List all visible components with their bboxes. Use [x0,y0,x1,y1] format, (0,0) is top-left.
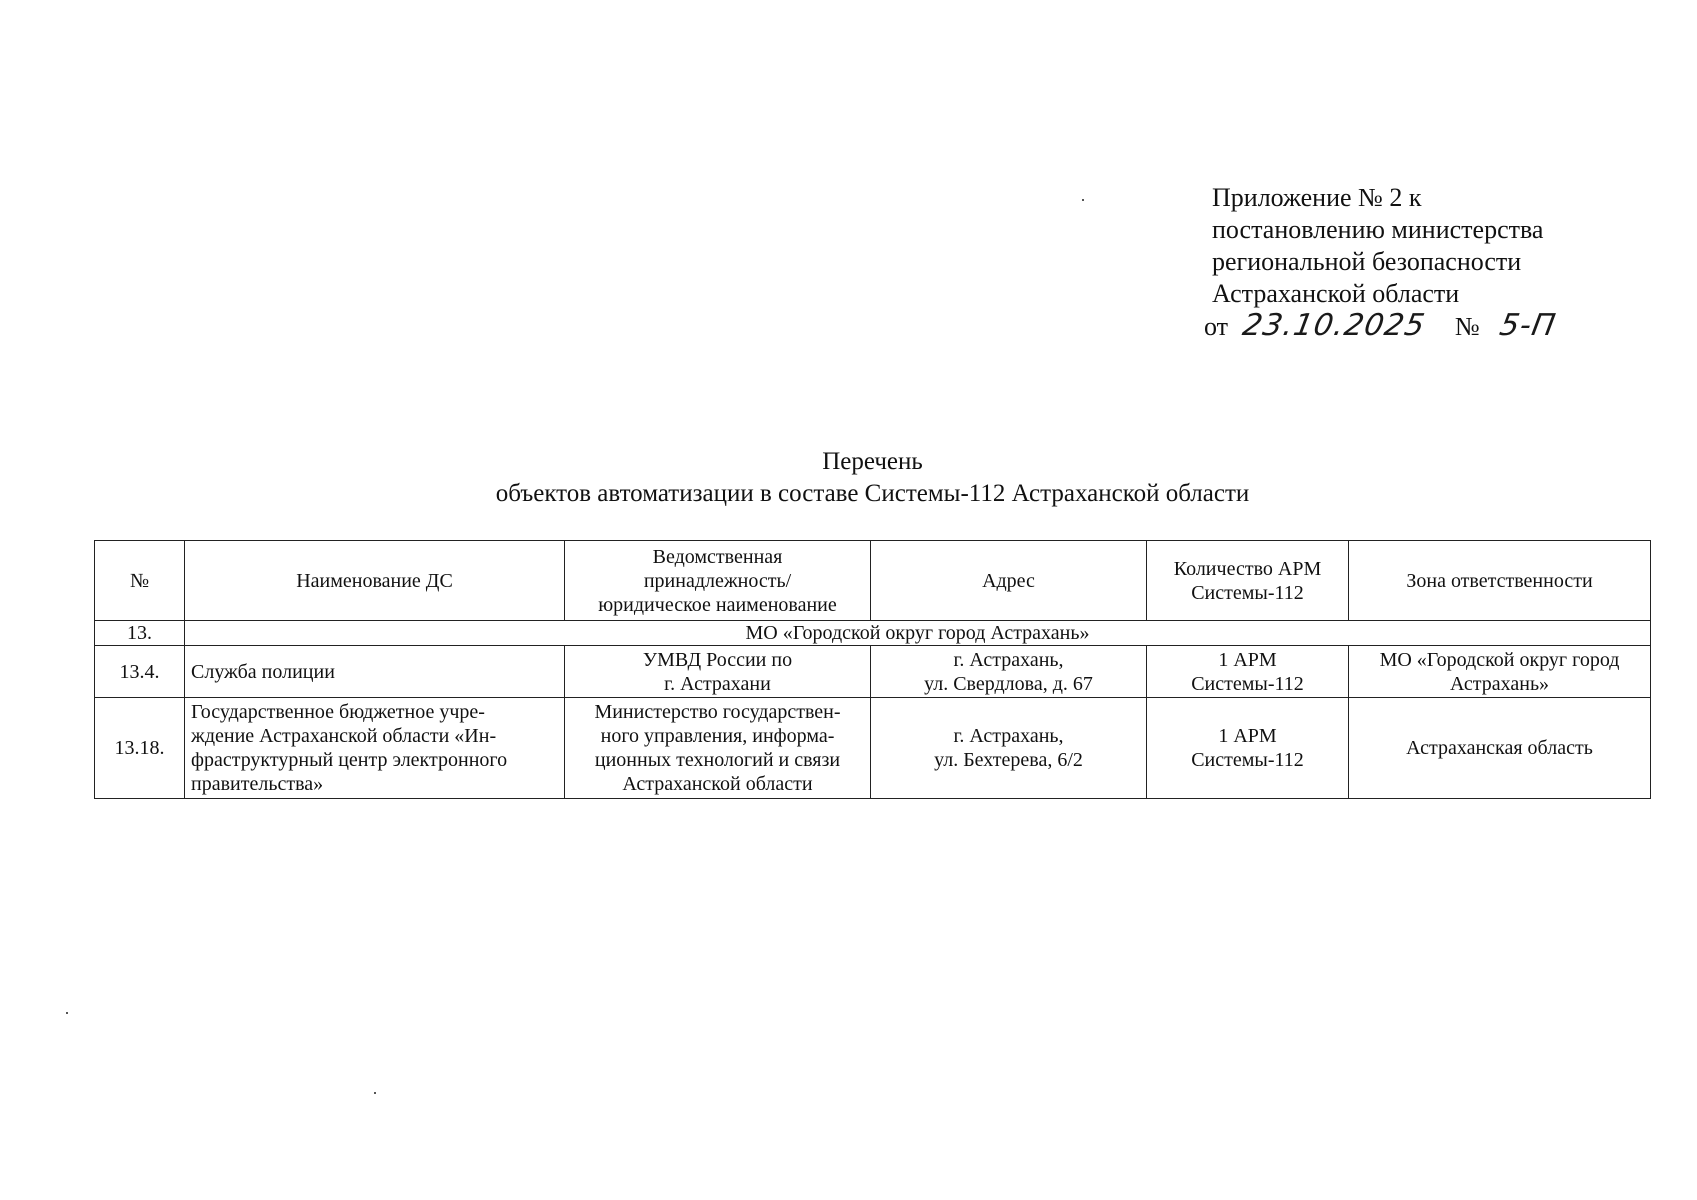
appendix-line-4: Астраханской области [1212,279,1460,308]
header-arm-line-1: Количество АРМ [1173,557,1322,580]
row-arm-line-2: Системы-112 [1191,672,1304,695]
scan-speck [66,1012,68,1014]
header-arm [1147,541,1349,621]
table-header-row [95,541,1651,621]
table-row [95,698,1651,799]
row-zone-line-2: Астрахань» [1449,672,1550,695]
scan-speck [374,1092,376,1094]
appendix-line-2: постановлению министерства [1212,215,1544,244]
row-address [871,646,1147,698]
row-name-line-3: фраструктурный центр электронного [191,749,508,771]
row-zone-line-1: МО «Городской округ город [1379,648,1620,671]
row-dept [565,646,871,698]
row-arm-line-1: 1 АРМ [1218,648,1277,671]
from-label: от [1204,312,1229,341]
row-address-line-2: ул. Бехтерева, 6/2 [934,749,1083,771]
appendix-line-3: региональной безопасности [1212,247,1522,276]
header-dept-line-3: юридическое наименование [598,593,837,616]
scan-speck [1082,199,1084,201]
row-dept [565,698,871,799]
row-dept-line-2: г. Астрахани [664,672,771,695]
row-name-line-2: ждение Астраханской области «Ин- [191,725,497,747]
row-arm-line-2: Системы-112 [1191,749,1304,771]
row-num: 13.18. [95,698,185,799]
objects-table [94,540,1651,799]
handwritten-number: 5-П [1497,308,1559,343]
group-name: МО «Городской округ город Астрахань» [185,621,1651,646]
row-arm [1147,698,1349,799]
table-row [95,646,1651,698]
document-title [0,446,1697,510]
appendix-line-1: Приложение № 2 к [1212,183,1422,212]
row-name-line-1: Государственное бюджетное учре- [191,701,485,723]
row-name: Служба полиции [185,646,565,698]
appendix-block [1204,182,1559,343]
group-num: 13. [95,621,185,646]
header-address: Адрес [871,541,1147,621]
table-group-row [95,621,1651,646]
header-dept-line-1: Ведомственная [652,545,783,568]
header-dept [565,541,871,621]
header-num: № [95,541,185,621]
row-zone [1349,646,1651,698]
row-zone: Астраханская область [1349,698,1651,799]
row-address-line-1: г. Астрахань, [953,648,1064,671]
row-dept-line-1: УМВД России по [642,648,793,671]
row-dept-line-1: Министерство государствен- [594,701,841,723]
row-address-line-2: ул. Свердлова, д. 67 [924,672,1093,695]
title-line-1: Перечень [822,448,923,475]
number-label: № [1454,312,1480,341]
row-address-line-1: г. Астрахань, [953,725,1064,747]
row-dept-line-4: Астраханской области [622,773,813,795]
row-dept-line-2: ного управления, информа- [600,725,835,747]
title-line-2: объектов автоматизации в составе Системы-112 Астраханской области [495,480,1250,507]
header-name: Наименование ДС [185,541,565,621]
row-num: 13.4. [95,646,185,698]
header-arm-line-2: Системы-112 [1191,581,1304,604]
row-address [871,698,1147,799]
row-dept-line-3: ционных технологий и связи [594,749,841,771]
row-name [185,698,565,799]
appendix-date-line [1204,308,1559,343]
header-zone: Зона ответственности [1349,541,1651,621]
handwritten-date: 23.10.2025 [1239,308,1428,343]
row-name-line-4: правительства» [191,773,324,795]
header-dept-line-2: принадлежность/ [643,569,792,592]
row-arm-line-1: 1 АРМ [1218,725,1277,747]
row-arm [1147,646,1349,698]
